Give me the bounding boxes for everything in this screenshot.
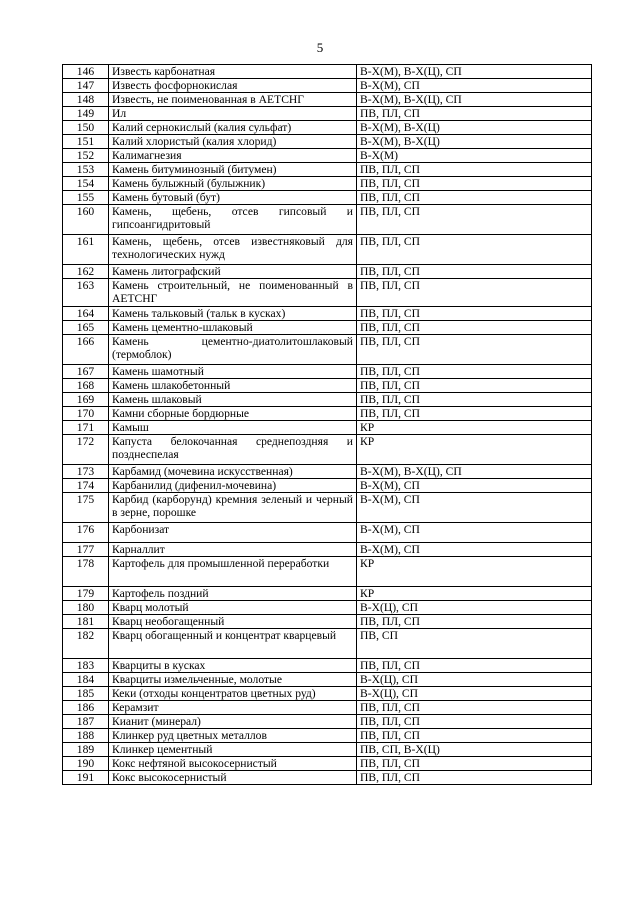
cargo-name: Камень литографский bbox=[109, 265, 357, 279]
transport-codes: В-Х(М), В-Х(Ц), СП bbox=[357, 465, 592, 479]
row-number: 153 bbox=[63, 163, 109, 177]
table-row bbox=[63, 279, 592, 307]
table-row bbox=[63, 771, 592, 785]
cargo-name: Кварц молотый bbox=[109, 601, 357, 615]
transport-codes: В-Х(Ц), СП bbox=[357, 673, 592, 687]
cargo-name: Карбамид (мочевина искусственная) bbox=[109, 465, 357, 479]
transport-codes: ПВ, ПЛ, СП bbox=[357, 715, 592, 729]
table-row bbox=[63, 235, 592, 265]
table-row bbox=[63, 421, 592, 435]
transport-codes: В-Х(М), СП bbox=[357, 523, 592, 543]
table-row bbox=[63, 701, 592, 715]
row-number: 185 bbox=[63, 687, 109, 701]
transport-codes: В-Х(М), В-Х(Ц), СП bbox=[357, 93, 592, 107]
table-row bbox=[63, 729, 592, 743]
transport-codes: В-Х(М) bbox=[357, 149, 592, 163]
row-number: 149 bbox=[63, 107, 109, 121]
table-row bbox=[63, 659, 592, 673]
cargo-name: Камень цементно-диатолитошлаковый (термоблок) bbox=[109, 335, 357, 365]
transport-codes: ПВ, ПЛ, СП bbox=[357, 701, 592, 715]
row-number: 184 bbox=[63, 673, 109, 687]
goods-table-body bbox=[63, 65, 592, 785]
cargo-name: Камень шлаковый bbox=[109, 393, 357, 407]
transport-codes: КР bbox=[357, 421, 592, 435]
table-row bbox=[63, 149, 592, 163]
table-row bbox=[63, 465, 592, 479]
table-row bbox=[63, 629, 592, 659]
transport-codes: В-Х(М), В-Х(Ц) bbox=[357, 135, 592, 149]
table-row bbox=[63, 615, 592, 629]
cargo-name: Карбонизат bbox=[109, 523, 357, 543]
cargo-name: Кварциты измельченные, молотые bbox=[109, 673, 357, 687]
transport-codes: В-Х(М), В-Х(Ц), СП bbox=[357, 65, 592, 79]
table-row bbox=[63, 265, 592, 279]
transport-codes: КР bbox=[357, 435, 592, 465]
transport-codes: ПВ, ПЛ, СП bbox=[357, 265, 592, 279]
row-number: 161 bbox=[63, 235, 109, 265]
row-number: 160 bbox=[63, 205, 109, 235]
row-number: 188 bbox=[63, 729, 109, 743]
table-row bbox=[63, 687, 592, 701]
table-row bbox=[63, 393, 592, 407]
row-number: 178 bbox=[63, 557, 109, 587]
table-row bbox=[63, 135, 592, 149]
cargo-name: Кварц необогащенный bbox=[109, 615, 357, 629]
table-row bbox=[63, 307, 592, 321]
cargo-name: Камни сборные бордюрные bbox=[109, 407, 357, 421]
transport-codes: ПВ, ПЛ, СП bbox=[357, 205, 592, 235]
table-row bbox=[63, 601, 592, 615]
row-number: 187 bbox=[63, 715, 109, 729]
cargo-name: Кианит (минерал) bbox=[109, 715, 357, 729]
row-number: 189 bbox=[63, 743, 109, 757]
table-row bbox=[63, 543, 592, 557]
cargo-name: Карбид (карборунд) кремния зеленый и черный в зерне, порошке bbox=[109, 493, 357, 523]
transport-codes: В-Х(Ц), СП bbox=[357, 601, 592, 615]
table-row bbox=[63, 587, 592, 601]
cargo-name: Известь, не поименованная в АЕТСНГ bbox=[109, 93, 357, 107]
cargo-name: Кварциты в кусках bbox=[109, 659, 357, 673]
table-row bbox=[63, 79, 592, 93]
transport-codes: ПВ, СП, В-Х(Ц) bbox=[357, 743, 592, 757]
cargo-name: Известь карбонатная bbox=[109, 65, 357, 79]
table-row bbox=[63, 335, 592, 365]
transport-codes: ПВ, ПЛ, СП bbox=[357, 163, 592, 177]
row-number: 148 bbox=[63, 93, 109, 107]
row-number: 152 bbox=[63, 149, 109, 163]
row-number: 171 bbox=[63, 421, 109, 435]
transport-codes: ПВ, ПЛ, СП bbox=[357, 107, 592, 121]
row-number: 162 bbox=[63, 265, 109, 279]
row-number: 155 bbox=[63, 191, 109, 205]
transport-codes: ПВ, СП bbox=[357, 629, 592, 659]
table-row bbox=[63, 493, 592, 523]
table-row bbox=[63, 191, 592, 205]
transport-codes: ПВ, ПЛ, СП bbox=[357, 659, 592, 673]
cargo-name: Клинкер цементный bbox=[109, 743, 357, 757]
transport-codes: ПВ, ПЛ, СП bbox=[357, 771, 592, 785]
cargo-name: Кеки (отходы концентратов цветных руд) bbox=[109, 687, 357, 701]
row-number: 180 bbox=[63, 601, 109, 615]
table-row bbox=[63, 557, 592, 587]
transport-codes: ПВ, ПЛ, СП bbox=[357, 729, 592, 743]
transport-codes: ПВ, ПЛ, СП bbox=[357, 307, 592, 321]
cargo-name: Калий сернокислый (калия сульфат) bbox=[109, 121, 357, 135]
table-row bbox=[63, 163, 592, 177]
row-number: 168 bbox=[63, 379, 109, 393]
table-row bbox=[63, 93, 592, 107]
row-number: 186 bbox=[63, 701, 109, 715]
cargo-name: Камень, щебень, отсев известняковый для технологических нужд bbox=[109, 235, 357, 265]
cargo-name: Камень строительный, не поименованный в АЕТСНГ bbox=[109, 279, 357, 307]
row-number: 177 bbox=[63, 543, 109, 557]
cargo-name: Клинкер руд цветных металлов bbox=[109, 729, 357, 743]
page-number: 5 bbox=[316, 40, 324, 55]
row-number: 175 bbox=[63, 493, 109, 523]
cargo-name: Камень битуминозный (битумен) bbox=[109, 163, 357, 177]
table-row bbox=[63, 435, 592, 465]
table-row bbox=[63, 743, 592, 757]
transport-codes: ПВ, ПЛ, СП bbox=[357, 191, 592, 205]
transport-codes: КР bbox=[357, 587, 592, 601]
row-number: 174 bbox=[63, 479, 109, 493]
table-row bbox=[63, 715, 592, 729]
row-number: 146 bbox=[63, 65, 109, 79]
cargo-name: Ил bbox=[109, 107, 357, 121]
row-number: 166 bbox=[63, 335, 109, 365]
row-number: 179 bbox=[63, 587, 109, 601]
cargo-name: Керамзит bbox=[109, 701, 357, 715]
cargo-name: Калимагнезия bbox=[109, 149, 357, 163]
goods-table bbox=[62, 64, 592, 785]
cargo-name: Камень бутовый (бут) bbox=[109, 191, 357, 205]
row-number: 170 bbox=[63, 407, 109, 421]
cargo-name: Картофель поздний bbox=[109, 587, 357, 601]
row-number: 191 bbox=[63, 771, 109, 785]
row-number: 150 bbox=[63, 121, 109, 135]
table-row bbox=[63, 121, 592, 135]
transport-codes: В-Х(М), СП bbox=[357, 79, 592, 93]
cargo-name: Известь фосфорнокислая bbox=[109, 79, 357, 93]
cargo-name: Камыш bbox=[109, 421, 357, 435]
transport-codes: ПВ, ПЛ, СП bbox=[357, 365, 592, 379]
transport-codes: ПВ, ПЛ, СП bbox=[357, 321, 592, 335]
table-row bbox=[63, 407, 592, 421]
table-row bbox=[63, 673, 592, 687]
cargo-name: Камень булыжный (булыжник) bbox=[109, 177, 357, 191]
cargo-name: Картофель для промышленной переработки bbox=[109, 557, 357, 587]
row-number: 182 bbox=[63, 629, 109, 659]
row-number: 190 bbox=[63, 757, 109, 771]
cargo-name: Кокс нефтяной высокосернистый bbox=[109, 757, 357, 771]
row-number: 147 bbox=[63, 79, 109, 93]
transport-codes: В-Х(Ц), СП bbox=[357, 687, 592, 701]
transport-codes: В-Х(М), В-Х(Ц) bbox=[357, 121, 592, 135]
row-number: 154 bbox=[63, 177, 109, 191]
row-number: 172 bbox=[63, 435, 109, 465]
cargo-name: Кварц обогащенный и концентрат кварцевый bbox=[109, 629, 357, 659]
transport-codes: ПВ, ПЛ, СП bbox=[357, 177, 592, 191]
transport-codes: ПВ, ПЛ, СП bbox=[357, 615, 592, 629]
transport-codes: В-Х(М), СП bbox=[357, 479, 592, 493]
row-number: 163 bbox=[63, 279, 109, 307]
cargo-name: Карналлит bbox=[109, 543, 357, 557]
table-row bbox=[63, 523, 592, 543]
table-row bbox=[63, 321, 592, 335]
cargo-name: Камень цементно-шлаковый bbox=[109, 321, 357, 335]
table-row bbox=[63, 107, 592, 121]
cargo-name: Кокс высокосернистый bbox=[109, 771, 357, 785]
table-row bbox=[63, 479, 592, 493]
cargo-name: Камень тальковый (тальк в кусках) bbox=[109, 307, 357, 321]
row-number: 164 bbox=[63, 307, 109, 321]
cargo-name: Карбанилид (дифенил-мочевина) bbox=[109, 479, 357, 493]
transport-codes: ПВ, ПЛ, СП bbox=[357, 393, 592, 407]
transport-codes: ПВ, ПЛ, СП bbox=[357, 407, 592, 421]
row-number: 183 bbox=[63, 659, 109, 673]
transport-codes: ПВ, ПЛ, СП bbox=[357, 379, 592, 393]
row-number: 165 bbox=[63, 321, 109, 335]
transport-codes: КР bbox=[357, 557, 592, 587]
transport-codes: ПВ, ПЛ, СП bbox=[357, 757, 592, 771]
table-row bbox=[63, 365, 592, 379]
table-row bbox=[63, 379, 592, 393]
transport-codes: ПВ, ПЛ, СП bbox=[357, 279, 592, 307]
cargo-name: Калий хлористый (калия хлорид) bbox=[109, 135, 357, 149]
row-number: 173 bbox=[63, 465, 109, 479]
row-number: 151 bbox=[63, 135, 109, 149]
row-number: 167 bbox=[63, 365, 109, 379]
transport-codes: В-Х(М), СП bbox=[357, 543, 592, 557]
cargo-name: Камень шлакобетонный bbox=[109, 379, 357, 393]
table-row bbox=[63, 177, 592, 191]
cargo-name: Камень шамотный bbox=[109, 365, 357, 379]
row-number: 169 bbox=[63, 393, 109, 407]
table-row bbox=[63, 205, 592, 235]
row-number: 176 bbox=[63, 523, 109, 543]
cargo-name: Камень, щебень, отсев гипсовый и гипсоангидритовый bbox=[109, 205, 357, 235]
transport-codes: ПВ, ПЛ, СП bbox=[357, 235, 592, 265]
transport-codes: В-Х(М), СП bbox=[357, 493, 592, 523]
table-row bbox=[63, 65, 592, 79]
transport-codes: ПВ, ПЛ, СП bbox=[357, 335, 592, 365]
row-number: 181 bbox=[63, 615, 109, 629]
table-row bbox=[63, 757, 592, 771]
cargo-name: Капуста белокочанная среднепоздняя и позднеспелая bbox=[109, 435, 357, 465]
